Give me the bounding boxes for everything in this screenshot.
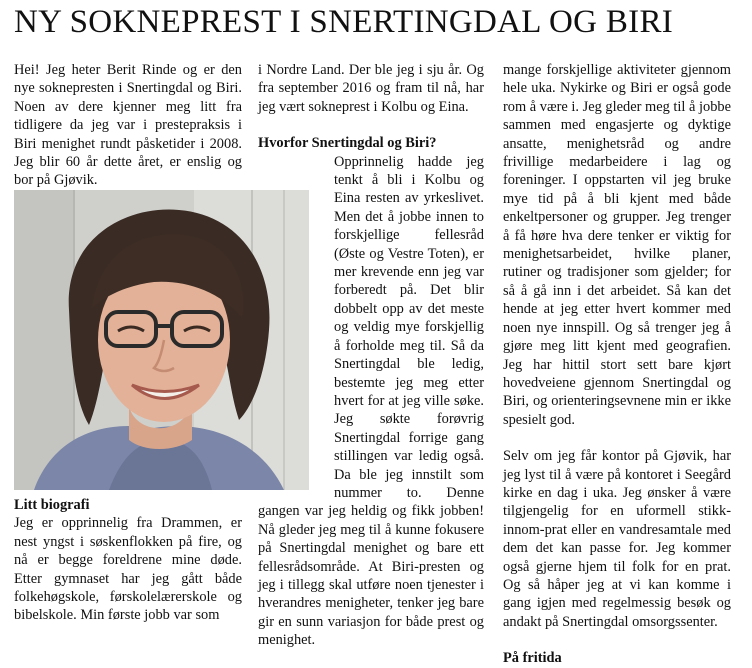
leisure-heading: På fritida: [503, 650, 562, 667]
biography-heading: Litt biografi: [14, 497, 90, 513]
office-paragraph: Selv om jeg får kontor på Gjøvik, har jeg lyst til å være på kontoret i Seegård kirke en dag i uka. Jeg ønsker å være tilgjengelig for en uformell stikk-innom-prat eller en vandresamtale med dem det kan passe for. Jeg kommer også gjerne hjem til folk for en prat. Og så håper jeg at vi kan komme i gang igjen med regelmessig besøk og andakt på Snertingdal omsorgssenter.: [503, 448, 731, 630]
why-heading: Hvorfor Snertingdal og Biri?: [258, 135, 437, 152]
plans-paragraph: mange forskjellige aktiviteter gjennom hele uka. Nykirke og Biri er også gode rom å være i. Jeg gleder meg til å jobbe sammen med engasjerte og dyktige ansatte, menighetsråd og andre frivillige medarbeidere i lag og foreninger. I oppstarten vil jeg bruke mye tid på å bli kjent med både enkeltpersoner og grupper. Jeg trenger å få høre hva dere tenker er viktig for menighetsarbeidet, hvilke planer, rutiner og tradisjoner som gjelder; for så å gå inn i det arbeidet. Så kan det hende at jeg etter hvert kommer med noen nye innspill. Og så trenger jeg å gjøre meg litt kjent med geografien. Jeg har hittil stort sett bare kjørt hovedveiene gjennom Snertingdal og Biri, og orienteringsevnene min er ikke spesielt god.: [503, 62, 731, 428]
column-3: [503, 61, 731, 668]
column-1: [14, 61, 242, 190]
why-paragraph: [258, 153, 484, 650]
why-text: Opprinnelig hadde jeg tenkt å bli i Kolbu og Eina resten av yrkeslivet. Men det å jobbe innen to forskjellige fellesråd (Øste og Vestre Toten), er mer krevende enn jeg var forberedt på. Det blir dobbelt opp av det meste og veldig mye forskjellig å forholde meg til. Så da Snertingdal ble ledig, bestemte jeg meg etter hvert for at jeg ville søke. Jeg søkte forøvrig Snertingdal forrige gang stillingen var ledig også. Da ble jeg innstilt som nummer to. Denne gangen var jeg heldig og fikk jobben! Nå gleder jeg meg til å kunne fokusere på Snertingdal menighet og bare ett fellesrådsområde. At Biri-presten og jeg i tillegg skal utføre noen tjenester i hverandres menigheter, tenker jeg bare gir en sunn variasjon for både prest og menighet.: [258, 153, 484, 649]
biography-section: [14, 496, 242, 625]
headline: NY SOKNEPREST I SNERTINGDAL OG BIRI: [14, 4, 674, 40]
column-2: [258, 61, 484, 650]
biography-paragraph: Jeg er opprinnelig fra Drammen, er nest yngst i søskenflokken på fire, og nå er begge foreldrene mine døde. Etter gymnaset har jeg gått både folkehøgskole, førskolelærerskole og bibelskole. Min første jobb var som: [14, 515, 242, 624]
why-section: [258, 153, 484, 650]
career-continuation-paragraph: i Nordre Land. Der ble jeg i sju år. Og fra september 2016 og fram til nå, har jeg vært sokneprest i Kolbu og Eina.: [258, 62, 484, 115]
intro-paragraph: Hei! Jeg heter Berit Rinde og er den nye soknepresten i Snertingdal og Biri. Noen av dere kjenner meg litt fra tidligere da jeg var i prestepraksis i Biri menighet rundt påsketider i 2008. Jeg blir 60 år dette året, er enslig og bor på Gjøvik.: [14, 62, 242, 189]
